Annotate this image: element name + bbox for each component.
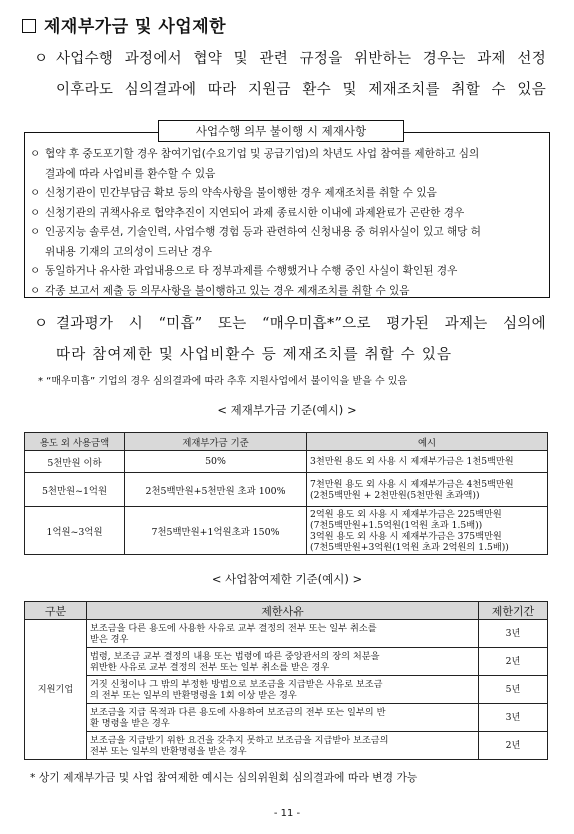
list-bullet: ㅇ (30, 187, 41, 199)
list-bullet: ㅇ (30, 284, 41, 297)
reason-cell (87, 732, 479, 760)
paragraph-line: 결과평가 시 “미흡” 또는 “매우미흡*”으로 평가된 과제는 심의에 (56, 316, 546, 332)
reason-cell (87, 704, 479, 732)
list-bullet: ㅇ (30, 148, 41, 160)
sanction-item (30, 145, 546, 184)
table-row (25, 732, 548, 760)
table-row (25, 620, 548, 648)
paragraph-2 (34, 309, 546, 371)
reason-line: 전부 또는 일부의 반환명령을 받은 경우 (90, 745, 247, 757)
list-bullet: ㅇ (30, 206, 41, 219)
table-row (25, 451, 548, 473)
reason-line: 보조금을 다른 용도에 사용한 사유로 교부 결정의 전부 또는 일부 취소를 (90, 622, 377, 634)
period-cell: 3년 (479, 704, 548, 732)
sanction-item (30, 282, 546, 302)
amount-cell: 1억원~3억원 (25, 507, 125, 555)
criterion-cell: 7천5백만원+1억원초과 150% (125, 507, 307, 555)
sanction-item-line: 위내용 기재의 고의성이 드러난 경우 (45, 245, 212, 258)
reason-line: 위반한 사유로 교부 결정의 전부 또는 일부 취소를 받은 경우 (90, 661, 330, 673)
reason-line: 환 명령을 받은 경우 (90, 717, 170, 729)
column-header: 예시 (307, 433, 548, 451)
paragraph-bullet: ㅇ (34, 51, 49, 67)
sanction-item-line: 신청기관의 귀책사유로 협약추진이 지연되어 과제 종료시한 이내에 과제완료가 곤란한 경우 (45, 206, 465, 219)
table-row (25, 648, 548, 676)
period-cell: 3년 (479, 620, 548, 648)
reason-cell (87, 676, 479, 704)
period-cell: 5년 (479, 676, 548, 704)
surcharge-table (24, 432, 548, 555)
example-line: 2억원 용도 외 사용 시 제재부가금은 225백만원 (310, 508, 502, 520)
column-header: 구분 (25, 602, 87, 620)
example-cell (307, 473, 548, 507)
reason-cell (87, 648, 479, 676)
sanction-item-line: 인공지능 솔루션, 기술인력, 사업수행 경험 등과 관련하여 신청내용 중 허위사실이 있고 해당 허 (45, 226, 482, 238)
reason-line: 보조금을 지급 목적과 다른 용도에 사용하여 보조금의 전부 또는 일부의 반 (90, 706, 386, 718)
example-line: 3천만원 용도 외 사용 시 제재부가금은 1천5백만원 (310, 456, 514, 467)
sanction-item (30, 223, 546, 262)
column-header: 제한기간 (479, 602, 548, 620)
period-cell: 2년 (479, 732, 548, 760)
reason-line: 의 전부 또는 일부의 반환명령을 1회 이상 받은 경우 (90, 689, 297, 701)
category-cell: 지원기업 (25, 620, 87, 760)
table-row (25, 473, 548, 507)
reason-line: 법령, 보조금 교부 결정의 내용 또는 법령에 따른 중앙관서의 장의 처분을 (90, 650, 380, 662)
paragraph-line: 이후라도 심의결과에 따라 지원금 환수 및 제재조치를 취할 수 있음 (56, 82, 546, 98)
example-line: (2천5백만원 + 2천만원(5천만원 초과액)) (310, 489, 480, 501)
sanction-item-line: 각종 보고서 제출 등 의무사항을 불이행하고 있는 경우 제재조치를 취할 수 있음 (45, 284, 410, 297)
paragraph-bullet: ㅇ (34, 316, 49, 332)
footnote-2: * 상기 제재부가금 및 사업 참여제한 예시는 심의위원회 심의결과에 따라 변경 가능 (30, 771, 418, 784)
sanction-item (30, 184, 546, 204)
example-line: 3억원 용도 외 사용 시 제재부가금은 375백만원 (310, 530, 502, 542)
reason-line: 보조금을 지급받기 위한 요건을 갖추지 못하고 보조금을 지급받아 보조금의 (90, 734, 389, 746)
section-title (22, 12, 226, 37)
sanction-item-line: 결과에 따라 사업비를 환수할 수 있음 (45, 167, 216, 180)
sanction-item (30, 262, 546, 282)
sanction-item-line: 신청기관이 민간부담금 확보 등의 약속사항을 불이행한 경우 제재조치를 취할 수 있음 (45, 187, 437, 199)
period-cell: 2년 (479, 648, 548, 676)
paragraph-line: 따라 참여제한 및 사업비환수 등 제재조치를 취할 수 있음 (56, 347, 453, 363)
sanction-item-line: 동일하거나 유사한 과업내용으로 타 정부과제를 수행했거나 수행 중인 사실이 확인된 경우 (45, 265, 458, 277)
footnote-1: * “매우미흡” 기업의 경우 심의결과에 따라 추후 지원사업에서 불이익을 받을 수 있음 (38, 376, 408, 387)
column-header: 제한사유 (87, 602, 479, 620)
list-bullet: ㅇ (30, 265, 41, 277)
sanctions-box-heading: 사업수행 의무 불이행 시 제재사항 (158, 120, 404, 142)
reason-line: 거짓 신청이나 그 밖의 부정한 방법으로 보조금을 지급받은 사유로 보조금 (90, 678, 383, 690)
section-title-text: 제재부가금 및 사업제한 (44, 17, 227, 37)
amount-cell: 5천만원 이하 (25, 451, 125, 473)
column-header: 제재부가금 기준 (125, 433, 307, 451)
column-header: 용도 외 사용금액 (25, 433, 125, 451)
example-cell (307, 507, 548, 555)
example-line: (7천5백만원+1.5억원(1억원 초과 1.5배)) (310, 519, 483, 531)
criterion-cell: 2천5백만원+5천만원 초과 100% (125, 473, 307, 507)
amount-cell: 5천만원~1억원 (25, 473, 125, 507)
table-row (25, 704, 548, 732)
example-line: (7천5백만원+3억원(1억원 초과 2억원의 1.5배)) (310, 541, 509, 553)
criterion-cell: 50% (125, 451, 307, 473)
example-line: 7천만원 용도 외 사용 시 제재부가금은 4천5백만원 (310, 478, 514, 490)
sanctions-list (30, 145, 546, 301)
sanction-item (30, 204, 546, 224)
page-number: - 11 - (273, 808, 301, 819)
table-1-caption: < 제재부가금 기준(예시) > (217, 403, 357, 417)
participation-restriction-table (24, 601, 548, 760)
reason-line: 받은 경우 (90, 633, 129, 645)
table-row (25, 676, 548, 704)
checkbox-square-icon (22, 19, 36, 33)
paragraph-line: 사업수행 과정에서 협약 및 관련 규정을 위반하는 경우는 과제 선정 (56, 51, 546, 67)
example-cell (307, 451, 548, 473)
paragraph-1 (34, 44, 546, 106)
sanction-item-line: 협약 후 중도포기할 경우 참여기업(수요기업 및 공급기업)의 차년도 사업 참여를 제한하고 심의 (45, 148, 480, 160)
list-bullet: ㅇ (30, 226, 41, 238)
table-row (25, 507, 548, 555)
table-2-caption: < 사업참여제한 기준(예시) > (211, 572, 363, 586)
reason-cell (87, 620, 479, 648)
